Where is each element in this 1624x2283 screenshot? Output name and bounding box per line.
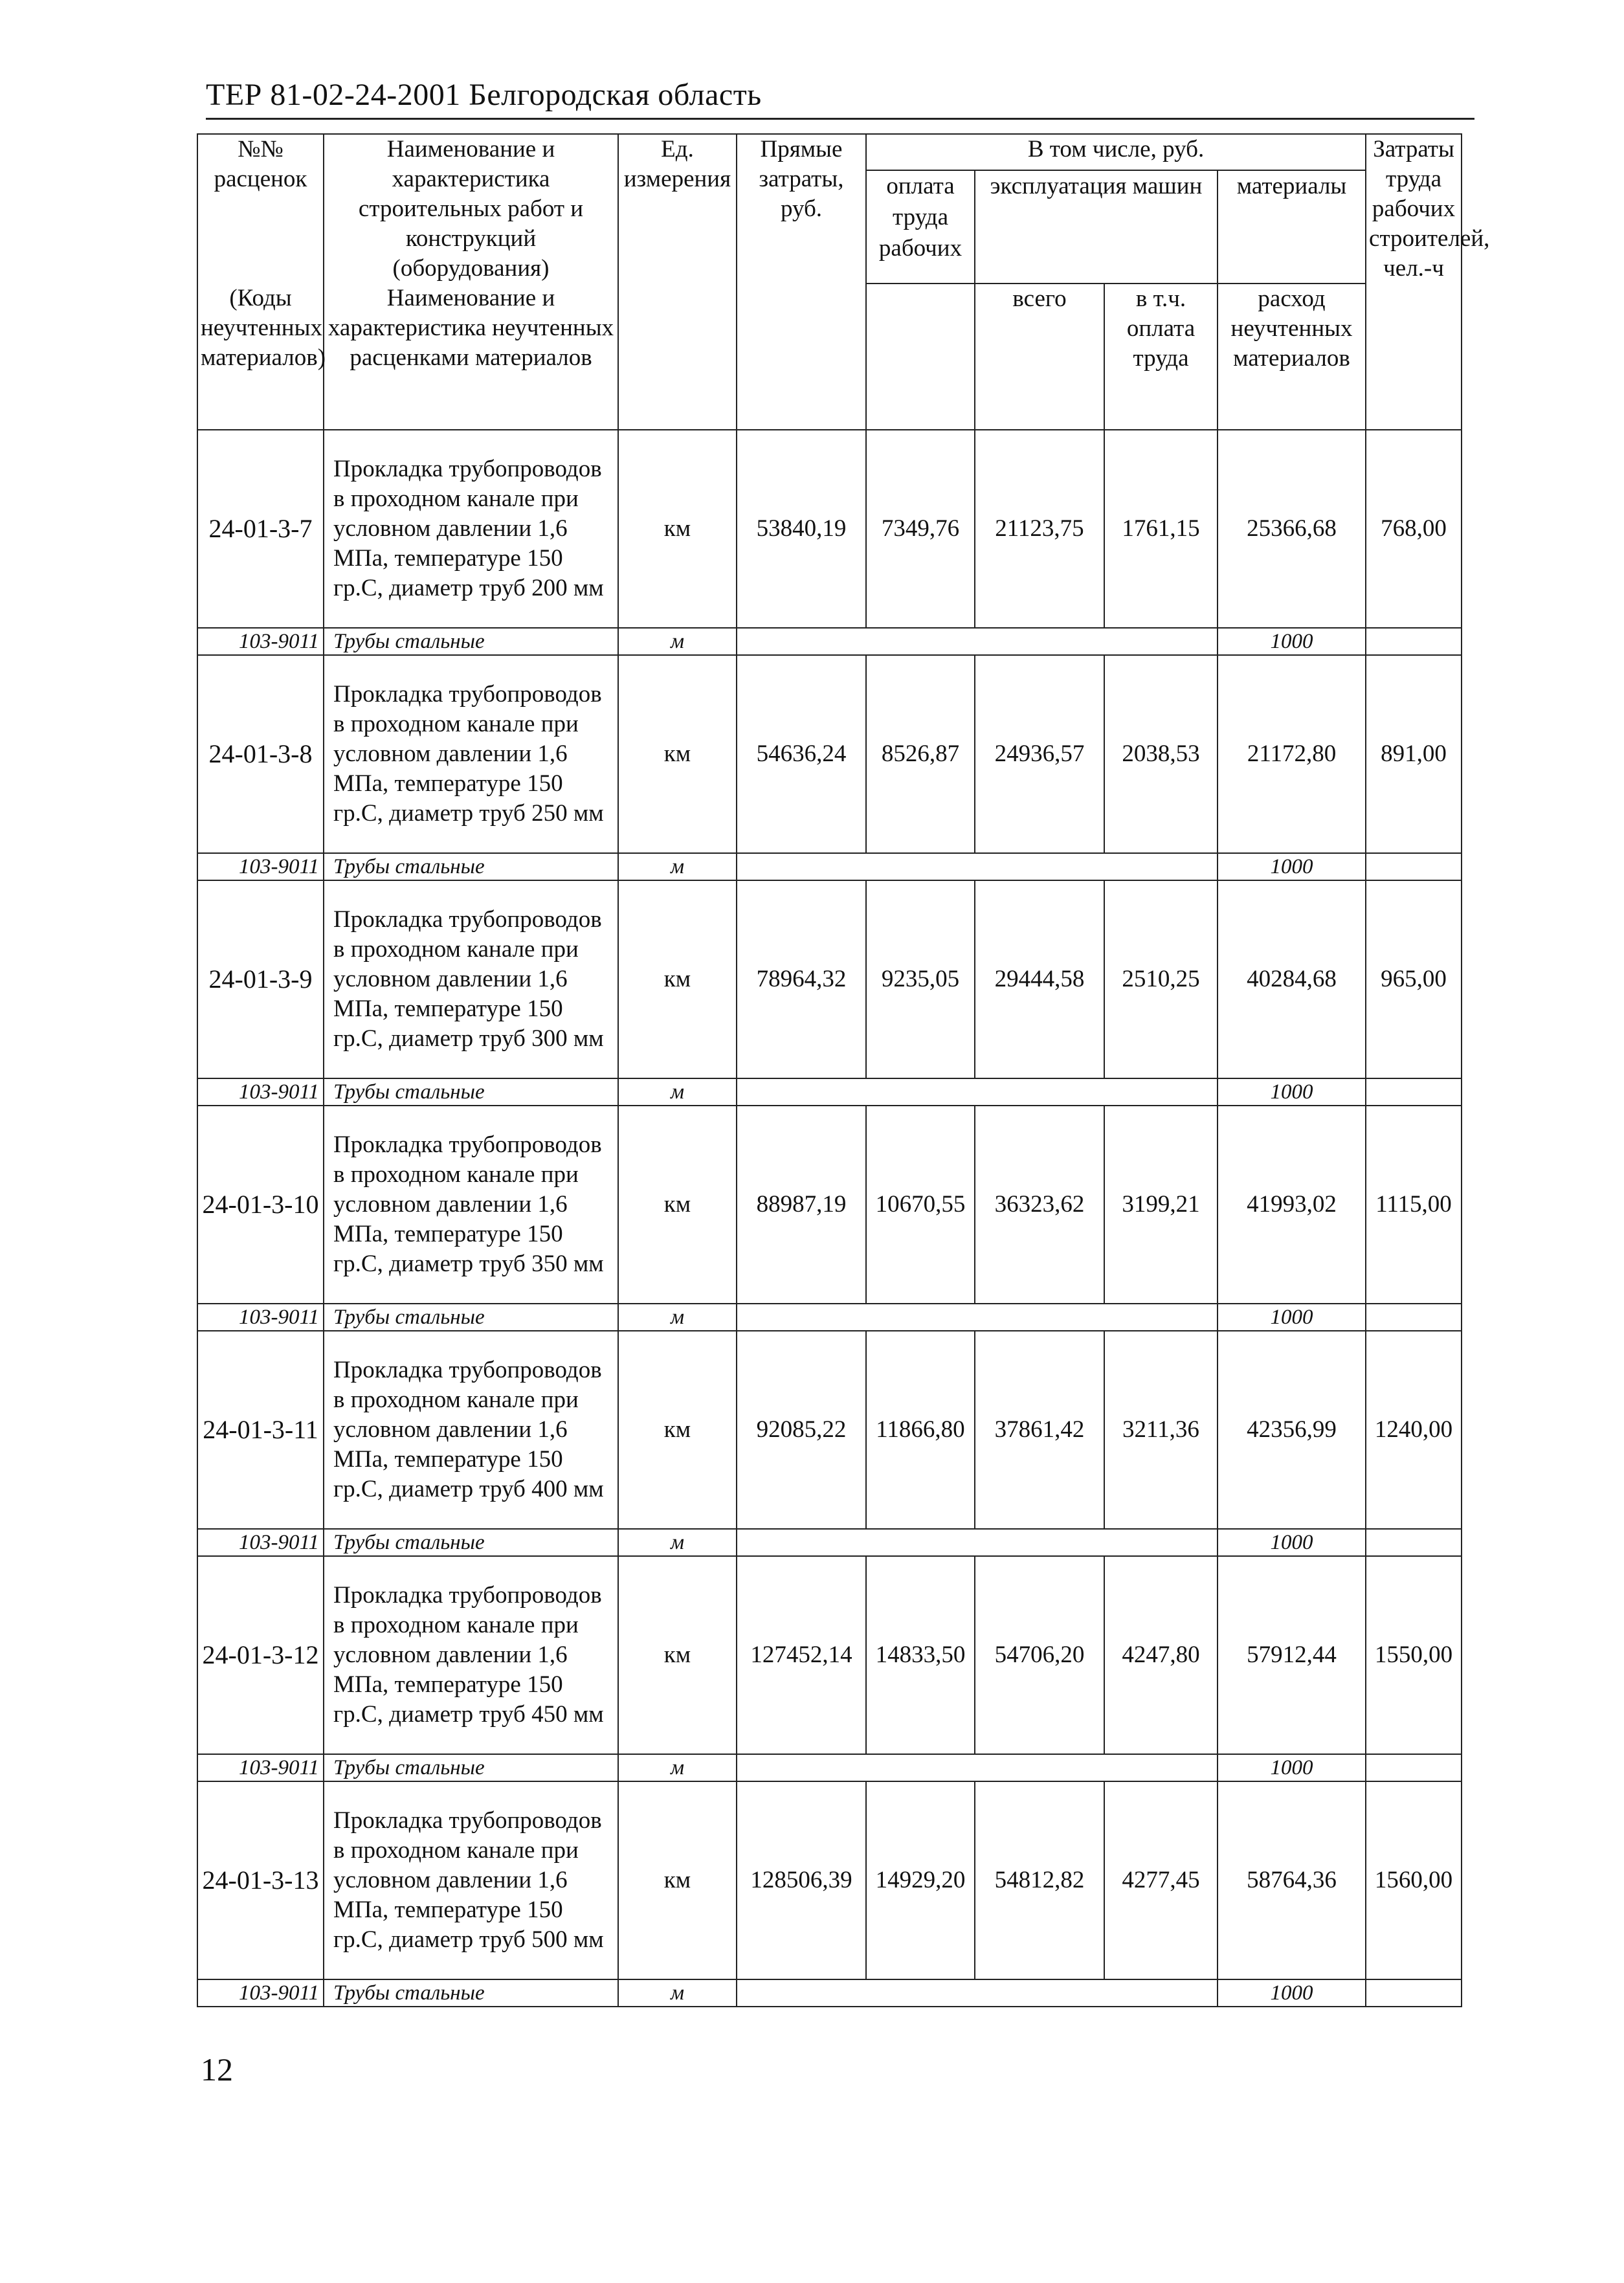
header-cell-unaccounted-materials: Наименование и характеристика неучтенных расценками материалов bbox=[324, 284, 618, 430]
material-blank bbox=[737, 853, 1218, 880]
header-row-1 bbox=[197, 134, 1462, 170]
rate-labor-pay: 14833,50 bbox=[866, 1556, 975, 1754]
material-code: 103-9011 bbox=[197, 1979, 324, 2007]
header-cell-name: Наименование и характеристика строительных работ и конструкций (оборудования) bbox=[324, 134, 618, 284]
material-row bbox=[197, 1979, 1462, 2007]
page-header bbox=[206, 72, 1474, 120]
material-row bbox=[197, 853, 1462, 880]
material-quantity: 1000 bbox=[1218, 1754, 1366, 1781]
material-name: Трубы стальные bbox=[324, 1078, 618, 1106]
material-unit: м bbox=[618, 1304, 737, 1331]
material-name: Трубы стальные bbox=[324, 1304, 618, 1331]
rate-row bbox=[197, 655, 1462, 853]
rate-code: 24-01-3-7 bbox=[197, 430, 324, 628]
rate-labor-pay: 7349,76 bbox=[866, 430, 975, 628]
rate-name: Прокладка трубопроводов в проходном канале при условном давлении 1,6 МПа, температуре 150 гр.С, диаметр труб 200 мм bbox=[324, 430, 618, 628]
material-blank bbox=[1366, 853, 1462, 880]
rate-name: Прокладка трубопроводов в проходном канале при условном давлении 1,6 МПа, температуре 150 гр.С, диаметр труб 300 мм bbox=[324, 880, 618, 1078]
rate-materials: 25366,68 bbox=[1218, 430, 1366, 628]
rate-row bbox=[197, 1106, 1462, 1304]
rate-row bbox=[197, 430, 1462, 628]
rate-name: Прокладка трубопроводов в проходном канале при условном давлении 1,6 МПа, температуре 150 гр.С, диаметр труб 350 мм bbox=[324, 1106, 618, 1304]
material-name: Трубы стальные bbox=[324, 1754, 618, 1781]
rate-code: 24-01-3-12 bbox=[197, 1556, 324, 1754]
rate-unit: км bbox=[618, 880, 737, 1078]
rate-machines-total: 54706,20 bbox=[975, 1556, 1104, 1754]
material-code: 103-9011 bbox=[197, 1078, 324, 1106]
header-cell-including: В том числе, руб. bbox=[866, 134, 1366, 170]
material-blank bbox=[1366, 1529, 1462, 1556]
material-blank bbox=[737, 1304, 1218, 1331]
rate-row bbox=[197, 1331, 1462, 1529]
rate-machines-total: 24936,57 bbox=[975, 655, 1104, 853]
rates-table bbox=[197, 133, 1490, 2007]
material-row bbox=[197, 1529, 1462, 1556]
rate-machines-total: 36323,62 bbox=[975, 1106, 1104, 1304]
rate-machines-labor-pay: 1761,15 bbox=[1104, 430, 1218, 628]
rate-code: 24-01-3-10 bbox=[197, 1106, 324, 1304]
rate-labor-pay: 10670,55 bbox=[866, 1106, 975, 1304]
material-quantity: 1000 bbox=[1218, 853, 1366, 880]
material-unit: м bbox=[618, 853, 737, 880]
material-unit: м bbox=[618, 1078, 737, 1106]
rate-materials: 58764,36 bbox=[1218, 1781, 1366, 1979]
material-quantity: 1000 bbox=[1218, 1529, 1366, 1556]
rate-materials: 57912,44 bbox=[1218, 1556, 1366, 1754]
rate-code: 24-01-3-9 bbox=[197, 880, 324, 1078]
material-blank bbox=[1366, 1078, 1462, 1106]
material-name: Трубы стальные bbox=[324, 1529, 618, 1556]
material-blank bbox=[1366, 1754, 1462, 1781]
rate-machines-labor-pay: 2510,25 bbox=[1104, 880, 1218, 1078]
rate-machines-labor-pay: 2038,53 bbox=[1104, 655, 1218, 853]
material-blank bbox=[737, 628, 1218, 655]
rate-name: Прокладка трубопроводов в проходном канале при условном давлении 1,6 МПа, температуре 150 гр.С, диаметр труб 450 мм bbox=[324, 1556, 618, 1754]
material-unit: м bbox=[618, 1754, 737, 1781]
rate-row bbox=[197, 1556, 1462, 1754]
material-quantity: 1000 bbox=[1218, 1979, 1366, 2007]
rate-direct-costs: 53840,19 bbox=[737, 430, 866, 628]
rate-code: 24-01-3-11 bbox=[197, 1331, 324, 1529]
page-title: ТЕР 81-02-24-2001 Белгородская область bbox=[206, 78, 762, 112]
material-blank bbox=[1366, 628, 1462, 655]
rate-labor-hours: 965,00 bbox=[1366, 880, 1462, 1078]
rate-labor-hours: 1550,00 bbox=[1366, 1556, 1462, 1754]
rate-materials: 42356,99 bbox=[1218, 1331, 1366, 1529]
material-blank bbox=[737, 1754, 1218, 1781]
rate-materials: 40284,68 bbox=[1218, 880, 1366, 1078]
material-row bbox=[197, 1078, 1462, 1106]
header-cell-labor-pay: оплата труда рабочих bbox=[866, 170, 975, 284]
material-code: 103-9011 bbox=[197, 1304, 324, 1331]
rate-labor-pay: 9235,05 bbox=[866, 880, 975, 1078]
rate-labor-hours: 768,00 bbox=[1366, 430, 1462, 628]
rate-direct-costs: 88987,19 bbox=[737, 1106, 866, 1304]
rate-machines-total: 29444,58 bbox=[975, 880, 1104, 1078]
material-row bbox=[197, 1304, 1462, 1331]
rate-name: Прокладка трубопроводов в проходном канале при условном давлении 1,6 МПа, температуре 150 гр.С, диаметр труб 250 мм bbox=[324, 655, 618, 853]
rate-labor-pay: 11866,80 bbox=[866, 1331, 975, 1529]
material-quantity: 1000 bbox=[1218, 628, 1366, 655]
rate-materials: 21172,80 bbox=[1218, 655, 1366, 853]
material-quantity: 1000 bbox=[1218, 1304, 1366, 1331]
material-row bbox=[197, 1754, 1462, 1781]
material-name: Трубы стальные bbox=[324, 1979, 618, 2007]
material-name: Трубы стальные bbox=[324, 853, 618, 880]
header-cell-labor-costs: Затраты труда рабочих строителей, чел.-ч bbox=[1366, 134, 1462, 284]
material-unit: м bbox=[618, 1979, 737, 2007]
material-blank bbox=[737, 1078, 1218, 1106]
rate-machines-total: 37861,42 bbox=[975, 1331, 1104, 1529]
rate-unit: км bbox=[618, 1556, 737, 1754]
header-cell-machines-labor-pay: в т.ч. оплата труда bbox=[1104, 284, 1218, 430]
page-number: 12 bbox=[201, 2051, 233, 2088]
rate-machines-labor-pay: 4247,80 bbox=[1104, 1556, 1218, 1754]
rate-name: Прокладка трубопроводов в проходном канале при условном давлении 1,6 МПа, температуре 150 гр.С, диаметр труб 400 мм bbox=[324, 1331, 618, 1529]
material-code: 103-9011 bbox=[197, 853, 324, 880]
material-blank bbox=[737, 1529, 1218, 1556]
rate-unit: км bbox=[618, 1781, 737, 1979]
header-cell-unit: Ед. измерения bbox=[618, 134, 737, 284]
rate-direct-costs: 128506,39 bbox=[737, 1781, 866, 1979]
rate-labor-pay: 14929,20 bbox=[866, 1781, 975, 1979]
rate-direct-costs: 78964,32 bbox=[737, 880, 866, 1078]
header-cell-machines-total: всего bbox=[975, 284, 1104, 430]
rate-labor-pay: 8526,87 bbox=[866, 655, 975, 853]
rate-machines-total: 54812,82 bbox=[975, 1781, 1104, 1979]
material-code: 103-9011 bbox=[197, 1754, 324, 1781]
rate-code: 24-01-3-8 bbox=[197, 655, 324, 853]
rate-direct-costs: 54636,24 bbox=[737, 655, 866, 853]
header-cell-direct-costs: Прямые затраты, руб. bbox=[737, 134, 866, 284]
rate-machines-total: 21123,75 bbox=[975, 430, 1104, 628]
material-unit: м bbox=[618, 628, 737, 655]
rate-unit: км bbox=[618, 655, 737, 853]
rate-direct-costs: 92085,22 bbox=[737, 1331, 866, 1529]
rate-direct-costs: 127452,14 bbox=[737, 1556, 866, 1754]
rate-code: 24-01-3-13 bbox=[197, 1781, 324, 1979]
header-cell-machines: эксплуатация машин bbox=[975, 170, 1218, 284]
material-quantity: 1000 bbox=[1218, 1078, 1366, 1106]
rate-unit: км bbox=[618, 430, 737, 628]
header-row-3 bbox=[197, 284, 1462, 430]
rate-materials: 41993,02 bbox=[1218, 1106, 1366, 1304]
rate-unit: км bbox=[618, 1106, 737, 1304]
material-blank bbox=[737, 1979, 1218, 2007]
rate-labor-hours: 1240,00 bbox=[1366, 1331, 1462, 1529]
material-row bbox=[197, 628, 1462, 655]
rate-name: Прокладка трубопроводов в проходном канале при условном давлении 1,6 МПа, температуре 150 гр.С, диаметр труб 500 мм bbox=[324, 1781, 618, 1979]
material-code: 103-9011 bbox=[197, 1529, 324, 1556]
header-cell-material-usage: расход неучтенных материалов bbox=[1218, 284, 1366, 430]
material-unit: м bbox=[618, 1529, 737, 1556]
material-code: 103-9011 bbox=[197, 628, 324, 655]
header-cell-material-codes: (Коды неучтенных материалов) bbox=[197, 284, 324, 430]
rate-row bbox=[197, 880, 1462, 1078]
header-cell-materials: материалы bbox=[1218, 170, 1366, 284]
rate-labor-hours: 1560,00 bbox=[1366, 1781, 1462, 1979]
rate-machines-labor-pay: 4277,45 bbox=[1104, 1781, 1218, 1979]
material-blank bbox=[1366, 1304, 1462, 1331]
material-blank bbox=[1366, 1979, 1462, 2007]
header-cell-number: №№ расценок bbox=[197, 134, 324, 284]
rate-labor-hours: 1115,00 bbox=[1366, 1106, 1462, 1304]
rate-labor-hours: 891,00 bbox=[1366, 655, 1462, 853]
rate-machines-labor-pay: 3199,21 bbox=[1104, 1106, 1218, 1304]
rate-unit: км bbox=[618, 1331, 737, 1529]
rate-machines-labor-pay: 3211,36 bbox=[1104, 1331, 1218, 1529]
rate-row bbox=[197, 1781, 1462, 1979]
material-name: Трубы стальные bbox=[324, 628, 618, 655]
